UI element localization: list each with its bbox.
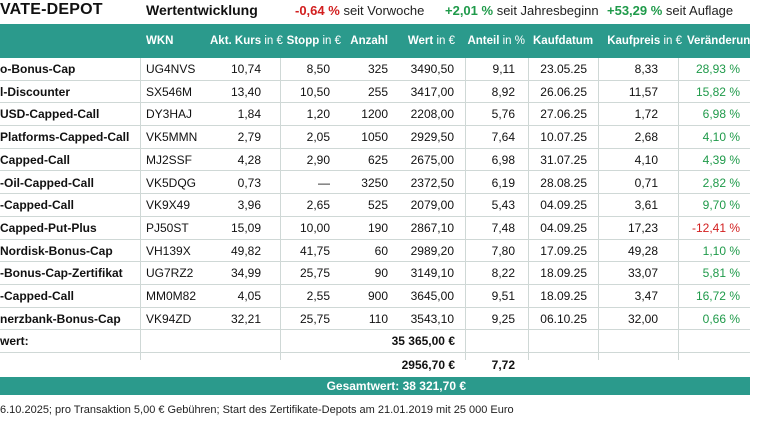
cell-stopp: 2,65 bbox=[306, 198, 330, 213]
cell-kaufpreis: 49,28 bbox=[627, 243, 658, 258]
cell-kaufpreis: 1,72 bbox=[634, 107, 658, 122]
cell-stopp: 2,55 bbox=[306, 289, 330, 303]
cell-kaufpreis: 8,33 bbox=[634, 62, 658, 76]
cell-kurs: 32,21 bbox=[230, 311, 261, 326]
cell-anzahl: 90 bbox=[374, 266, 388, 281]
cell-name: -Capped-Call bbox=[0, 198, 75, 213]
cell-anzahl: 255 bbox=[367, 84, 388, 99]
cell-anzahl: 60 bbox=[374, 243, 388, 258]
cell-veraenderung: -12,41 % bbox=[691, 220, 740, 235]
page-title: VATE-DEPOT bbox=[0, 1, 103, 18]
cell-name: -Capped-Call bbox=[0, 289, 75, 303]
cell-anzahl: 3250 bbox=[361, 175, 388, 190]
cell-veraenderung: 9,70 % bbox=[702, 198, 740, 213]
header-stopp bbox=[286, 24, 341, 58]
header-anteil-label: Anteil bbox=[467, 35, 500, 47]
table-row bbox=[0, 172, 750, 195]
performance-launch bbox=[607, 3, 733, 18]
cell-veraenderung: 6,98 % bbox=[702, 107, 740, 122]
cell-kurs: 0,73 bbox=[237, 175, 261, 190]
cell-wkn: UG4NVS bbox=[146, 62, 196, 76]
table-header bbox=[0, 24, 757, 58]
cell-kaufpreis: 32,00 bbox=[627, 311, 658, 326]
cell-name: nerzbank-Bonus-Cap bbox=[0, 311, 121, 326]
cell-stopp: 1,20 bbox=[306, 107, 330, 122]
cell-wkn: VK94ZD bbox=[146, 311, 192, 326]
cell-wkn: SX546M bbox=[146, 84, 193, 99]
cell-wert: 2675,00 bbox=[410, 152, 454, 167]
header-kaufdatum: Kaufdatum bbox=[533, 35, 594, 47]
cell-stopp: 8,50 bbox=[306, 62, 330, 76]
performance-label: Wertentwicklung bbox=[146, 2, 258, 18]
cell-name: -Oil-Capped-Call bbox=[0, 175, 95, 190]
cell-wkn: UG7RZ2 bbox=[146, 266, 194, 281]
cell-name: Capped-Call bbox=[0, 152, 71, 167]
cell-anteil: 9,11 bbox=[492, 62, 515, 76]
cell-kaufpreis: 33,07 bbox=[627, 266, 658, 281]
header-kurs bbox=[210, 24, 283, 58]
cell-anteil: 6,19 bbox=[491, 175, 515, 190]
cell-wkn: VK5DQG bbox=[146, 175, 197, 190]
table-row bbox=[0, 308, 750, 331]
cell-wkn: VH139X bbox=[146, 243, 191, 258]
header-anteil bbox=[467, 24, 525, 58]
cell-kaufpreis: 11,57 bbox=[628, 84, 658, 99]
cell-wert: 3149,10 bbox=[410, 266, 454, 281]
performance-year-value: +2,01 % bbox=[445, 3, 494, 18]
cell-wkn: MM0M82 bbox=[146, 289, 197, 303]
table-row bbox=[0, 58, 750, 81]
cell-veraenderung: 28,93 % bbox=[695, 62, 740, 76]
title-bar bbox=[0, 0, 750, 24]
cell-anteil: 8,92 bbox=[491, 84, 515, 99]
cell-stopp: 10,00 bbox=[299, 220, 330, 235]
cell-stopp: 25,75 bbox=[299, 311, 330, 326]
table-row bbox=[0, 81, 750, 104]
cell-anteil: 7,64 bbox=[491, 130, 515, 145]
cell-kaufdatum: 26.06.25 bbox=[540, 84, 587, 99]
cell-kurs: 4,05 bbox=[237, 289, 261, 303]
cell-kaufdatum: 27.06.25 bbox=[540, 107, 587, 122]
summary-depot-label: wert: bbox=[0, 334, 29, 348]
performance-year bbox=[445, 3, 599, 18]
cell-name: -Bonus-Cap-Zertifikat bbox=[0, 266, 123, 281]
cell-anzahl: 525 bbox=[367, 198, 388, 213]
cell-wert: 2929,50 bbox=[410, 130, 454, 145]
cell-anteil: 9,25 bbox=[491, 311, 515, 326]
cell-anzahl: 1050 bbox=[361, 130, 388, 145]
cell-anteil: 7,48 bbox=[491, 220, 515, 235]
cell-wkn: VK9X49 bbox=[146, 198, 191, 213]
table-row bbox=[0, 217, 750, 240]
cell-kurs: 3,96 bbox=[237, 198, 261, 213]
cell-wert: 3490,50 bbox=[410, 62, 454, 76]
cell-kaufdatum: 31.07.25 bbox=[540, 152, 587, 167]
cell-anzahl: 110 bbox=[368, 311, 388, 326]
cell-anteil: 8,22 bbox=[491, 266, 515, 281]
performance-launch-value: +53,29 % bbox=[607, 3, 663, 18]
cell-wert: 2079,00 bbox=[410, 198, 454, 213]
cell-kurs: 34,99 bbox=[230, 266, 261, 281]
cell-kurs: 4,28 bbox=[237, 152, 261, 167]
cell-kaufpreis: 2,68 bbox=[634, 130, 658, 145]
cell-wert: 2372,50 bbox=[410, 175, 454, 190]
cell-anzahl: 190 bbox=[367, 220, 388, 235]
header-wert-unit: in € bbox=[436, 35, 455, 47]
cell-wert: 2989,20 bbox=[410, 243, 454, 258]
cell-wkn: DY3HAJ bbox=[146, 107, 193, 122]
table-row bbox=[0, 149, 750, 172]
cell-name: USD-Capped-Call bbox=[0, 107, 100, 122]
cell-stopp: 41,75 bbox=[299, 243, 330, 258]
summary-cash-value: 2956,70 € bbox=[401, 358, 455, 372]
header-wert-label: Wert bbox=[407, 35, 434, 47]
cell-kurs: 15,09 bbox=[230, 220, 261, 235]
table-row bbox=[0, 285, 750, 308]
cell-anteil: 7,80 bbox=[491, 243, 515, 258]
header-stopp-label: Stopp bbox=[286, 35, 320, 47]
cell-wert: 2208,00 bbox=[410, 107, 454, 122]
performance-launch-label: seit Auflage bbox=[665, 3, 734, 18]
cell-kaufpreis: 0,71 bbox=[634, 175, 658, 190]
cell-anteil: 5,43 bbox=[491, 198, 515, 213]
summary-cash-row bbox=[0, 353, 750, 377]
header-kaufpreis bbox=[598, 24, 682, 58]
cell-stopp: 2,05 bbox=[306, 130, 330, 145]
table-row bbox=[0, 262, 750, 285]
cell-stopp: 25,75 bbox=[299, 266, 330, 281]
cell-wert: 3417,00 bbox=[410, 84, 454, 99]
header-kaufpreis-label: Kaufpreis bbox=[607, 35, 661, 47]
cell-wkn: MJ2SSF bbox=[146, 152, 193, 167]
cell-name: Capped-Put-Plus bbox=[0, 220, 97, 235]
cell-name: o-Bonus-Cap bbox=[0, 62, 76, 76]
cell-anzahl: 900 bbox=[367, 289, 388, 303]
cell-kaufpreis: 3,61 bbox=[634, 198, 658, 213]
header-wkn: WKN bbox=[146, 35, 174, 47]
cell-wkn: VK5MMN bbox=[146, 130, 198, 145]
cell-wert: 2867,10 bbox=[410, 220, 454, 235]
cell-anteil: 9,51 bbox=[491, 289, 515, 303]
cell-name: Platforms-Capped-Call bbox=[0, 130, 130, 145]
header-kurs-unit: in € bbox=[264, 35, 283, 47]
cell-anzahl: 325 bbox=[367, 62, 388, 76]
header-anzahl: Anzahl bbox=[350, 35, 388, 47]
cell-anteil: 6,98 bbox=[491, 152, 515, 167]
header-anteil-unit: in % bbox=[502, 35, 525, 47]
cell-kaufdatum: 04.09.25 bbox=[540, 198, 587, 213]
cell-veraenderung: 0,66 % bbox=[702, 311, 740, 326]
cell-veraenderung: 5,81 % bbox=[702, 266, 740, 281]
table-row bbox=[0, 194, 750, 217]
cell-stopp: 2,90 bbox=[306, 152, 330, 167]
summary-cash-share: 7,72 bbox=[491, 358, 515, 372]
cell-stopp: — bbox=[318, 175, 330, 190]
cell-anzahl: 625 bbox=[367, 152, 388, 167]
cell-veraenderung: 16,72 % bbox=[695, 289, 740, 303]
cell-kaufpreis: 3,47 bbox=[634, 289, 658, 303]
cell-anteil: 5,76 bbox=[491, 107, 515, 122]
footnote: 6.10.2025; pro Transaktion 5,00 € Gebühren; Start des Zertifikate-Depots am 21.01.2019 mit 25 000 Euro bbox=[0, 404, 514, 416]
cell-veraenderung: 1,10 % bbox=[702, 243, 740, 258]
cell-kaufdatum: 17.09.25 bbox=[540, 243, 587, 258]
header-stopp-unit: in € bbox=[322, 35, 341, 47]
total-bar bbox=[0, 377, 750, 395]
cell-veraenderung: 4,10 % bbox=[702, 130, 740, 145]
cell-kaufdatum: 04.09.25 bbox=[540, 220, 587, 235]
cell-wert: 3645,00 bbox=[410, 289, 454, 303]
cell-kaufpreis: 4,10 bbox=[634, 152, 658, 167]
cell-kurs: 49,82 bbox=[230, 243, 261, 258]
total-value: Gesamtwert: 38 321,70 € bbox=[326, 379, 466, 393]
summary-depot-row bbox=[0, 330, 750, 353]
table-row bbox=[0, 240, 750, 263]
cell-kurs: 1,84 bbox=[237, 107, 261, 122]
cell-kaufdatum: 28.08.25 bbox=[540, 175, 587, 190]
cell-kurs: 13,40 bbox=[230, 84, 261, 99]
table-row bbox=[0, 103, 750, 126]
cell-stopp: 10,50 bbox=[299, 84, 330, 99]
performance-year-label: seit Jahresbeginn bbox=[496, 3, 599, 18]
cell-name: Nordisk-Bonus-Cap bbox=[0, 243, 113, 258]
cell-kurs: 10,74 bbox=[230, 62, 261, 76]
performance-week-label: seit Vorwoche bbox=[343, 3, 425, 18]
cell-wkn: PJ50ST bbox=[146, 220, 189, 235]
header-veraenderung: Veränderung bbox=[687, 35, 757, 47]
header-wert bbox=[398, 24, 455, 58]
cell-veraenderung: 15,82 % bbox=[695, 84, 740, 99]
cell-kurs: 2,79 bbox=[237, 130, 261, 145]
cell-veraenderung: 2,82 % bbox=[702, 175, 740, 190]
cell-anzahl: 1200 bbox=[361, 107, 388, 122]
cell-veraenderung: 4,39 % bbox=[702, 152, 740, 167]
cell-kaufdatum: 10.07.25 bbox=[540, 130, 587, 145]
summary-depot-value: 35 365,00 € bbox=[391, 334, 455, 348]
cell-kaufdatum: 18.09.25 bbox=[540, 266, 587, 281]
cell-name: l-Discounter bbox=[0, 84, 71, 99]
performance-week-value: -0,64 % bbox=[295, 3, 340, 18]
table-row bbox=[0, 126, 750, 149]
cell-kaufdatum: 23.05.25 bbox=[540, 62, 587, 76]
cell-kaufpreis: 17,23 bbox=[627, 220, 658, 235]
header-kaufpreis-unit: in € bbox=[663, 35, 682, 47]
cell-kaufdatum: 06.10.25 bbox=[540, 311, 587, 326]
performance-week bbox=[295, 3, 424, 18]
header-kurs-label: Akt. Kurs bbox=[210, 35, 262, 47]
cell-wert: 3543,10 bbox=[410, 311, 454, 326]
cell-kaufdatum: 18.09.25 bbox=[540, 289, 587, 303]
